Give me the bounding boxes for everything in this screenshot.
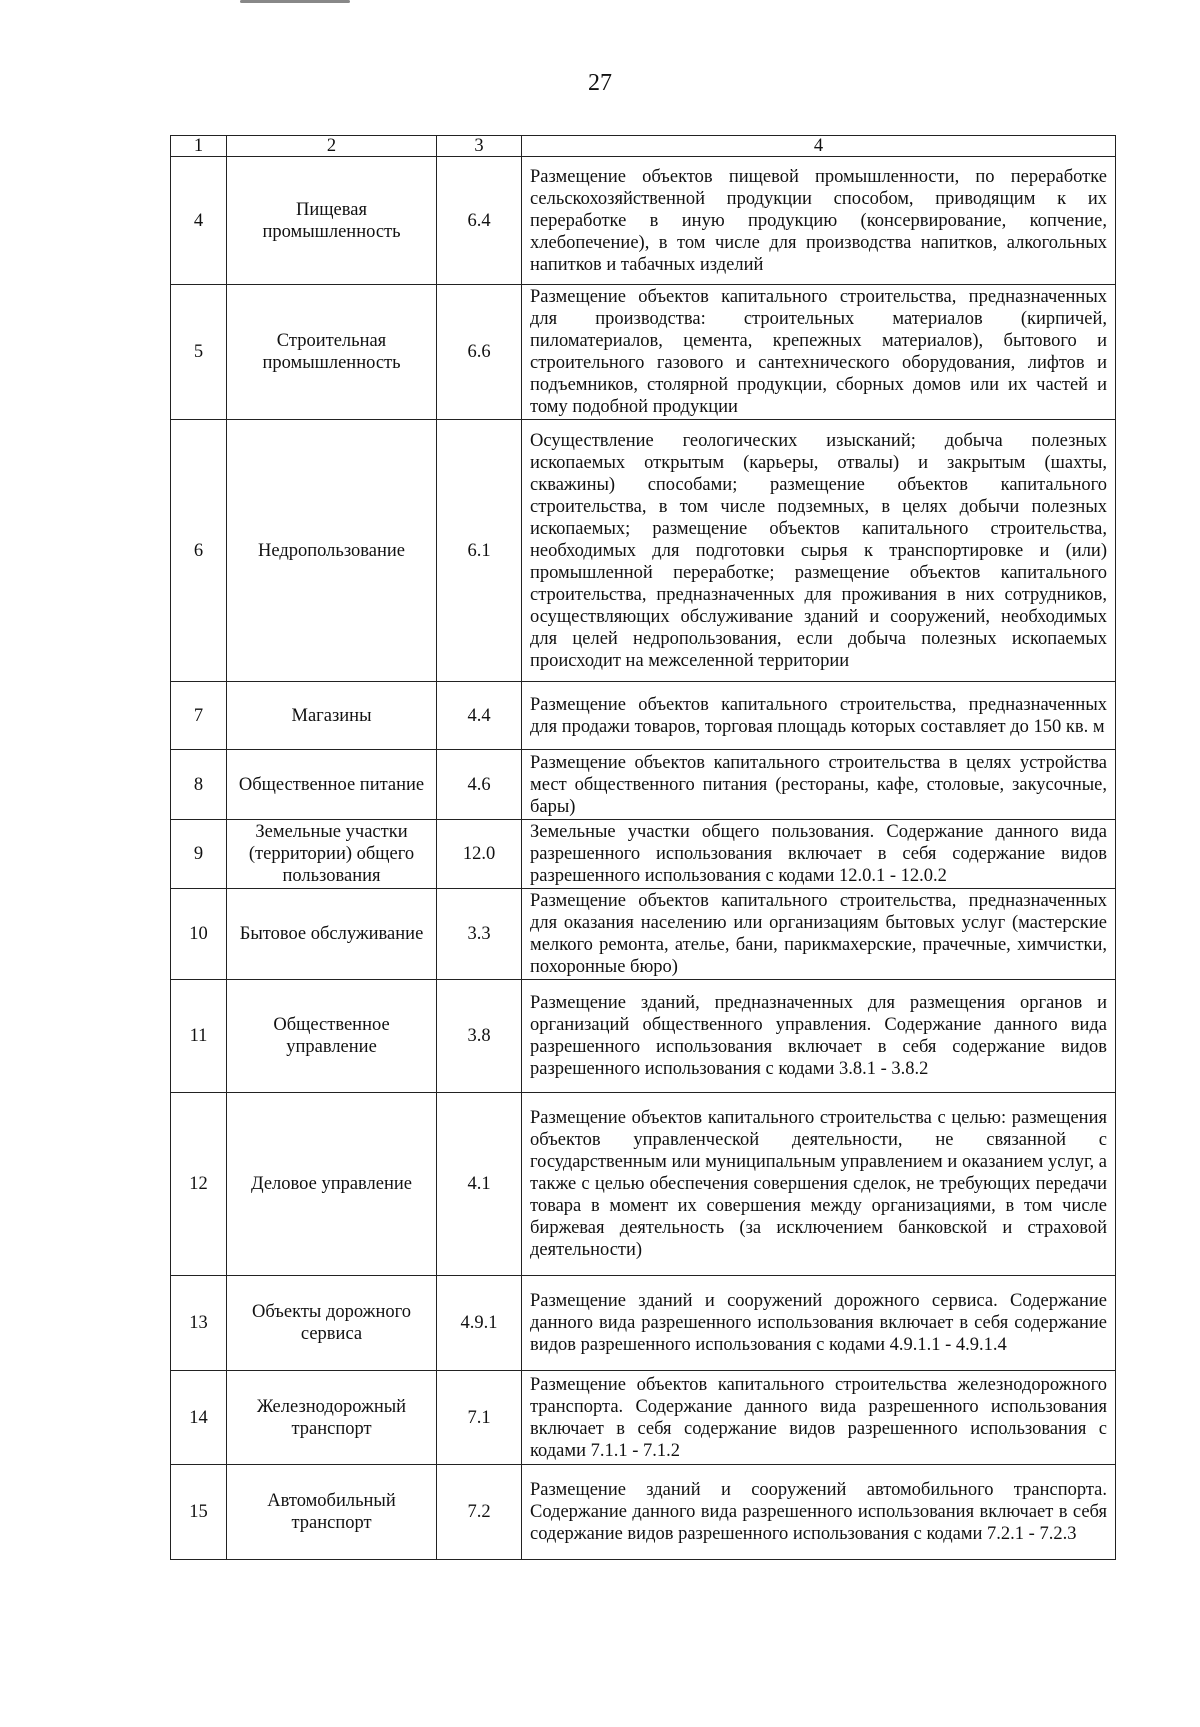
table-row: [171, 1093, 1116, 1276]
land-use-description: Земельные участки общего пользования. Содержание данного вида разрешенного использования включает в себя содержание видов разрешенного использования с кодами 12.0.1 - 12.0.2: [522, 820, 1116, 889]
column-header-3: 3: [437, 136, 522, 157]
land-use-table: [170, 135, 1116, 1560]
land-use-name: Строительная промышленность: [227, 285, 437, 420]
land-use-name: Бытовое обслуживание: [227, 889, 437, 980]
table-row: [171, 285, 1116, 420]
land-use-name: Земельные участки (территории) общего пользования: [227, 820, 437, 889]
row-number: 8: [171, 750, 227, 820]
land-use-name: Автомобильный транспорт: [227, 1465, 437, 1560]
row-number: 12: [171, 1093, 227, 1276]
land-use-name: Общественное управление: [227, 980, 437, 1093]
land-use-description: Размещение объектов капитального строительства в целях устройства мест общественного питания (рестораны, кафе, столовые, закусочные, бары): [522, 750, 1116, 820]
row-number: 15: [171, 1465, 227, 1560]
land-use-code: 6.1: [437, 420, 522, 682]
table-row: [171, 1371, 1116, 1465]
land-use-name: Деловое управление: [227, 1093, 437, 1276]
land-use-description: Размещение объектов капитального строительства железнодорожного транспорта. Содержание данного вида разрешенного использования включает в себя содержание видов разрешенного использования с кодами 7.1.1 - 7.1.2: [522, 1371, 1116, 1465]
land-use-name: Магазины: [227, 682, 437, 750]
land-use-code: 3.8: [437, 980, 522, 1093]
table-row: [171, 980, 1116, 1093]
land-use-description: Размещение зданий и сооружений автомобильного транспорта. Содержание данного вида разрешенного использования включает в себя содержание видов разрешенного использования с кодами 7.2.1 - 7.2.3: [522, 1465, 1116, 1560]
land-use-code: 7.1: [437, 1371, 522, 1465]
row-number: 7: [171, 682, 227, 750]
land-use-code: 4.1: [437, 1093, 522, 1276]
column-header-4: 4: [522, 136, 1116, 157]
land-use-code: 7.2: [437, 1465, 522, 1560]
land-use-code: 12.0: [437, 820, 522, 889]
row-number: 6: [171, 420, 227, 682]
land-use-name: Объекты дорожного сервиса: [227, 1276, 437, 1371]
land-use-name: Недропользование: [227, 420, 437, 682]
column-header-2: 2: [227, 136, 437, 157]
land-use-name: Пищевая промышленность: [227, 157, 437, 285]
table-row: [171, 157, 1116, 285]
land-use-description: Размещение объектов капитального строительства, предназначенных для продажи товаров, торговая площадь которых составляет до 150 кв. м: [522, 682, 1116, 750]
land-use-code: 4.4: [437, 682, 522, 750]
land-use-name: Железнодорожный транспорт: [227, 1371, 437, 1465]
table-row: [171, 1276, 1116, 1371]
row-number: 11: [171, 980, 227, 1093]
land-use-name: Общественное питание: [227, 750, 437, 820]
table-row: [171, 750, 1116, 820]
land-use-description: Размещение объектов капитального строительства с целью: размещения объектов управленческой деятельности, не связанной с государственным или муниципальным управлением и оказанием услуг, а также с целью обеспечения совершения сделок, не требующих передачи товара в момент их совершения между организациями, в том числе биржевая деятельность (за исключением банковской и страховой деятельности): [522, 1093, 1116, 1276]
table-row: [171, 1465, 1116, 1560]
table-row: [171, 889, 1116, 980]
land-use-description: Размещение зданий и сооружений дорожного сервиса. Содержание данного вида разрешенного использования включает в себя содержание видов разрешенного использования с кодами 4.9.1.1 - 4.9.1.4: [522, 1276, 1116, 1371]
land-use-code: 4.6: [437, 750, 522, 820]
table-header-row: [171, 136, 1116, 157]
table-row: [171, 420, 1116, 682]
scan-artifact: [240, 0, 350, 3]
page-number: 27: [588, 70, 612, 96]
row-number: 9: [171, 820, 227, 889]
land-use-description: Размещение зданий, предназначенных для размещения органов и организаций общественного управления. Содержание данного вида разрешенного использования включает в себя содержание видов разрешенного использования с кодами 3.8.1 - 3.8.2: [522, 980, 1116, 1093]
row-number: 4: [171, 157, 227, 285]
land-use-description: Размещение объектов пищевой промышленности, по переработке сельскохозяйственной продукции способом, приводящим к их переработке в иную продукцию (консервирование, копчение, хлебопечение), в том числе для производства напитков, алкогольных напитков и табачных изделий: [522, 157, 1116, 285]
land-use-code: 6.4: [437, 157, 522, 285]
table-row: [171, 820, 1116, 889]
land-use-description: Размещение объектов капитального строительства, предназначенных для производства: строительных материалов (кирпичей, пиломатериалов, цемента, крепежных материалов), бытового и строительного газового и сантехнического оборудования, лифтов и подъемников, столярной продукции, сборных домов или их частей и тому подобной продукции: [522, 285, 1116, 420]
land-use-code: 3.3: [437, 889, 522, 980]
land-use-code: 4.9.1: [437, 1276, 522, 1371]
row-number: 10: [171, 889, 227, 980]
land-use-description: Размещение объектов капитального строительства, предназначенных для оказания населению или организациям бытовых услуг (мастерские мелкого ремонта, ателье, бани, парикмахерские, прачечные, химчистки, похоронные бюро): [522, 889, 1116, 980]
table-row: [171, 682, 1116, 750]
row-number: 13: [171, 1276, 227, 1371]
land-use-code: 6.6: [437, 285, 522, 420]
land-use-description: Осуществление геологических изысканий; добыча полезных ископаемых открытым (карьеры, отвалы) и закрытым (шахты, скважины) способами; размещение объектов капитального строительства, в том числе подземных, в целях добычи полезных ископаемых; размещение объектов капитального строительства, необходимых для подготовки сырья к транспортировке и (или) промышленной переработке; размещение объектов капитального строительства, предназначенных для проживания в них сотрудников, осуществляющих обслуживание зданий и сооружений, необходимых для целей недропользования, если добыча полезных ископаемых происходит на межселенной территории: [522, 420, 1116, 682]
row-number: 14: [171, 1371, 227, 1465]
row-number: 5: [171, 285, 227, 420]
column-header-1: 1: [171, 136, 227, 157]
